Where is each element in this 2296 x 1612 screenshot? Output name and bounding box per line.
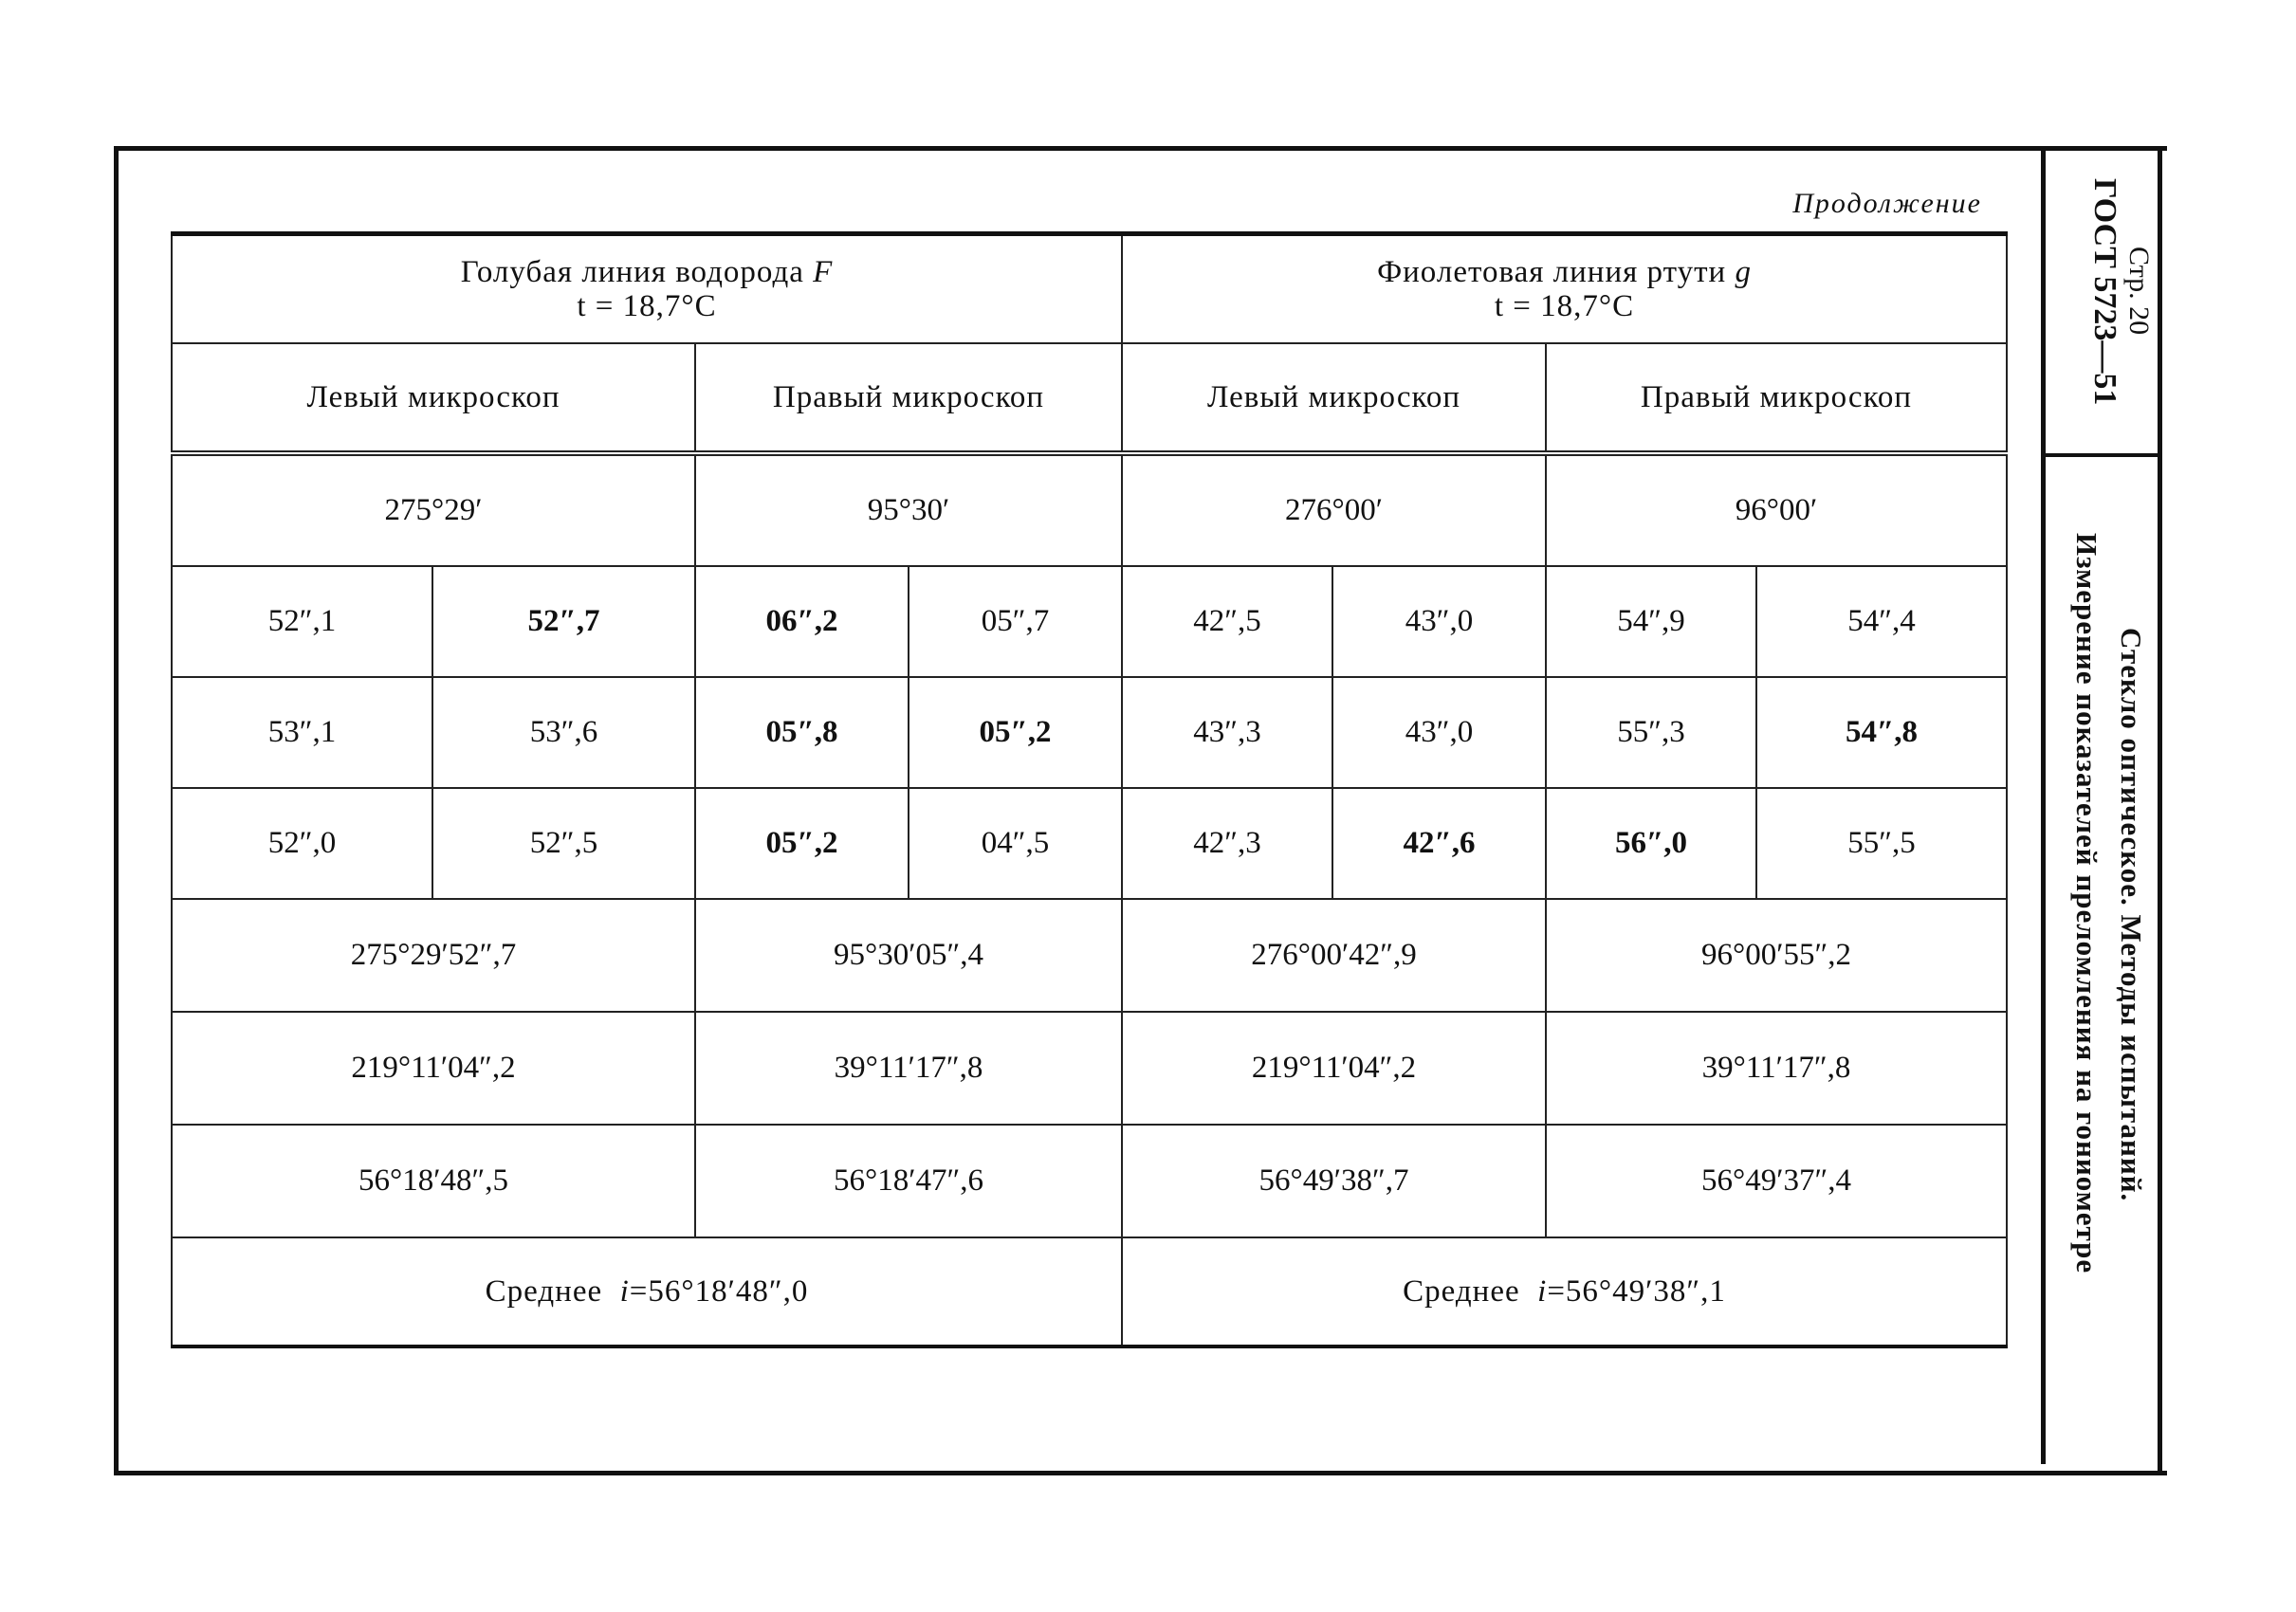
reading-row xyxy=(172,677,2007,788)
sum-row xyxy=(172,1012,2007,1125)
sum-cell: 276°00′42″,9 xyxy=(1122,899,1546,1012)
reading-cell: 55″,3 xyxy=(1546,677,1756,788)
mean-row xyxy=(172,1237,2007,1346)
reading-cell: 56″,0 xyxy=(1546,788,1756,899)
group-header-mercury: Фиолетовая линия ртути g t = 18,7°C xyxy=(1122,234,2007,344)
sub-header-left-microscope: Левый микроскоп xyxy=(1122,343,1546,453)
reading-cell: 54″,8 xyxy=(1756,677,2007,788)
reading-cell: 42″,6 xyxy=(1332,788,1546,899)
sum-cell: 56°49′37″,4 xyxy=(1546,1125,2007,1237)
reading-cell: 42″,5 xyxy=(1122,566,1332,677)
page-number: Стр. 20 xyxy=(2123,247,2155,336)
base-value: 95°30′ xyxy=(695,453,1122,566)
reading-cell: 05″,7 xyxy=(909,566,1122,677)
reading-cell: 55″,5 xyxy=(1756,788,2007,899)
continuation-label: Продолжение xyxy=(1792,188,1982,219)
reading-cell: 54″,9 xyxy=(1546,566,1756,677)
reading-cell: 43″,0 xyxy=(1332,566,1546,677)
sum-cell: 39°11′17″,8 xyxy=(695,1012,1122,1125)
reading-cell: 04″,5 xyxy=(909,788,1122,899)
reading-cell: 54″,4 xyxy=(1756,566,2007,677)
reading-cell: 05″,2 xyxy=(695,788,909,899)
reading-cell: 42″,3 xyxy=(1122,788,1332,899)
reading-row xyxy=(172,566,2007,677)
reading-cell: 52″,0 xyxy=(172,788,432,899)
sub-header-right-microscope: Правый микроскоп xyxy=(695,343,1122,453)
reading-cell: 43″,0 xyxy=(1332,677,1546,788)
reading-cell: 43″,3 xyxy=(1122,677,1332,788)
document-title-line-1: Стекло оптическое. Методы испытаний. xyxy=(2115,628,2148,1202)
reading-cell: 53″,6 xyxy=(432,677,695,788)
sum-cell: 275°29′52″,7 xyxy=(172,899,695,1012)
base-value: 275°29′ xyxy=(172,453,695,566)
reading-row xyxy=(172,788,2007,899)
reading-cell: 05″,2 xyxy=(909,677,1122,788)
reading-cell: 52″,5 xyxy=(432,788,695,899)
reading-cell: 53″,1 xyxy=(172,677,432,788)
reading-cell: 05″,8 xyxy=(695,677,909,788)
sum-cell: 56°18′48″,5 xyxy=(172,1125,695,1237)
group-header-hydrogen: Голубая линия водорода F t = 18,7°C xyxy=(172,234,1122,344)
sidebar-separator xyxy=(2041,453,2162,457)
sum-cell: 39°11′17″,8 xyxy=(1546,1012,2007,1125)
standard-id: ГОСТ 5723—51 xyxy=(2087,178,2122,406)
sub-header-right-microscope: Правый микроскоп xyxy=(1546,343,2007,453)
sum-cell: 56°49′38″,7 xyxy=(1122,1125,1546,1237)
sum-cell: 56°18′47″,6 xyxy=(695,1125,1122,1237)
sub-header-left-microscope: Левый микроскоп xyxy=(172,343,695,453)
sum-row xyxy=(172,899,2007,1012)
reading-cell: 52″,1 xyxy=(172,566,432,677)
sum-row xyxy=(172,1125,2007,1237)
base-value: 96°00′ xyxy=(1546,453,2007,566)
sum-cell: 219°11′04″,2 xyxy=(1122,1012,1546,1125)
reading-cell: 06″,2 xyxy=(695,566,909,677)
measurement-table xyxy=(171,231,2008,1348)
sum-cell: 95°30′05″,4 xyxy=(695,899,1122,1012)
reading-cell: 52″,7 xyxy=(432,566,695,677)
sidebar-right-border xyxy=(2158,146,2162,1472)
sidebar-divider xyxy=(2041,150,2046,1464)
base-value: 276°00′ xyxy=(1122,453,1546,566)
mean-mercury: Среднее i=56°49′38″,1 xyxy=(1122,1237,2007,1346)
sum-cell: 96°00′55″,2 xyxy=(1546,899,2007,1012)
sum-cell: 219°11′04″,2 xyxy=(172,1012,695,1125)
mean-hydrogen: Среднее i=56°18′48″,0 xyxy=(172,1237,1122,1346)
document-title-line-2: Измерение показателей преломления на гониометре xyxy=(2070,533,2103,1274)
